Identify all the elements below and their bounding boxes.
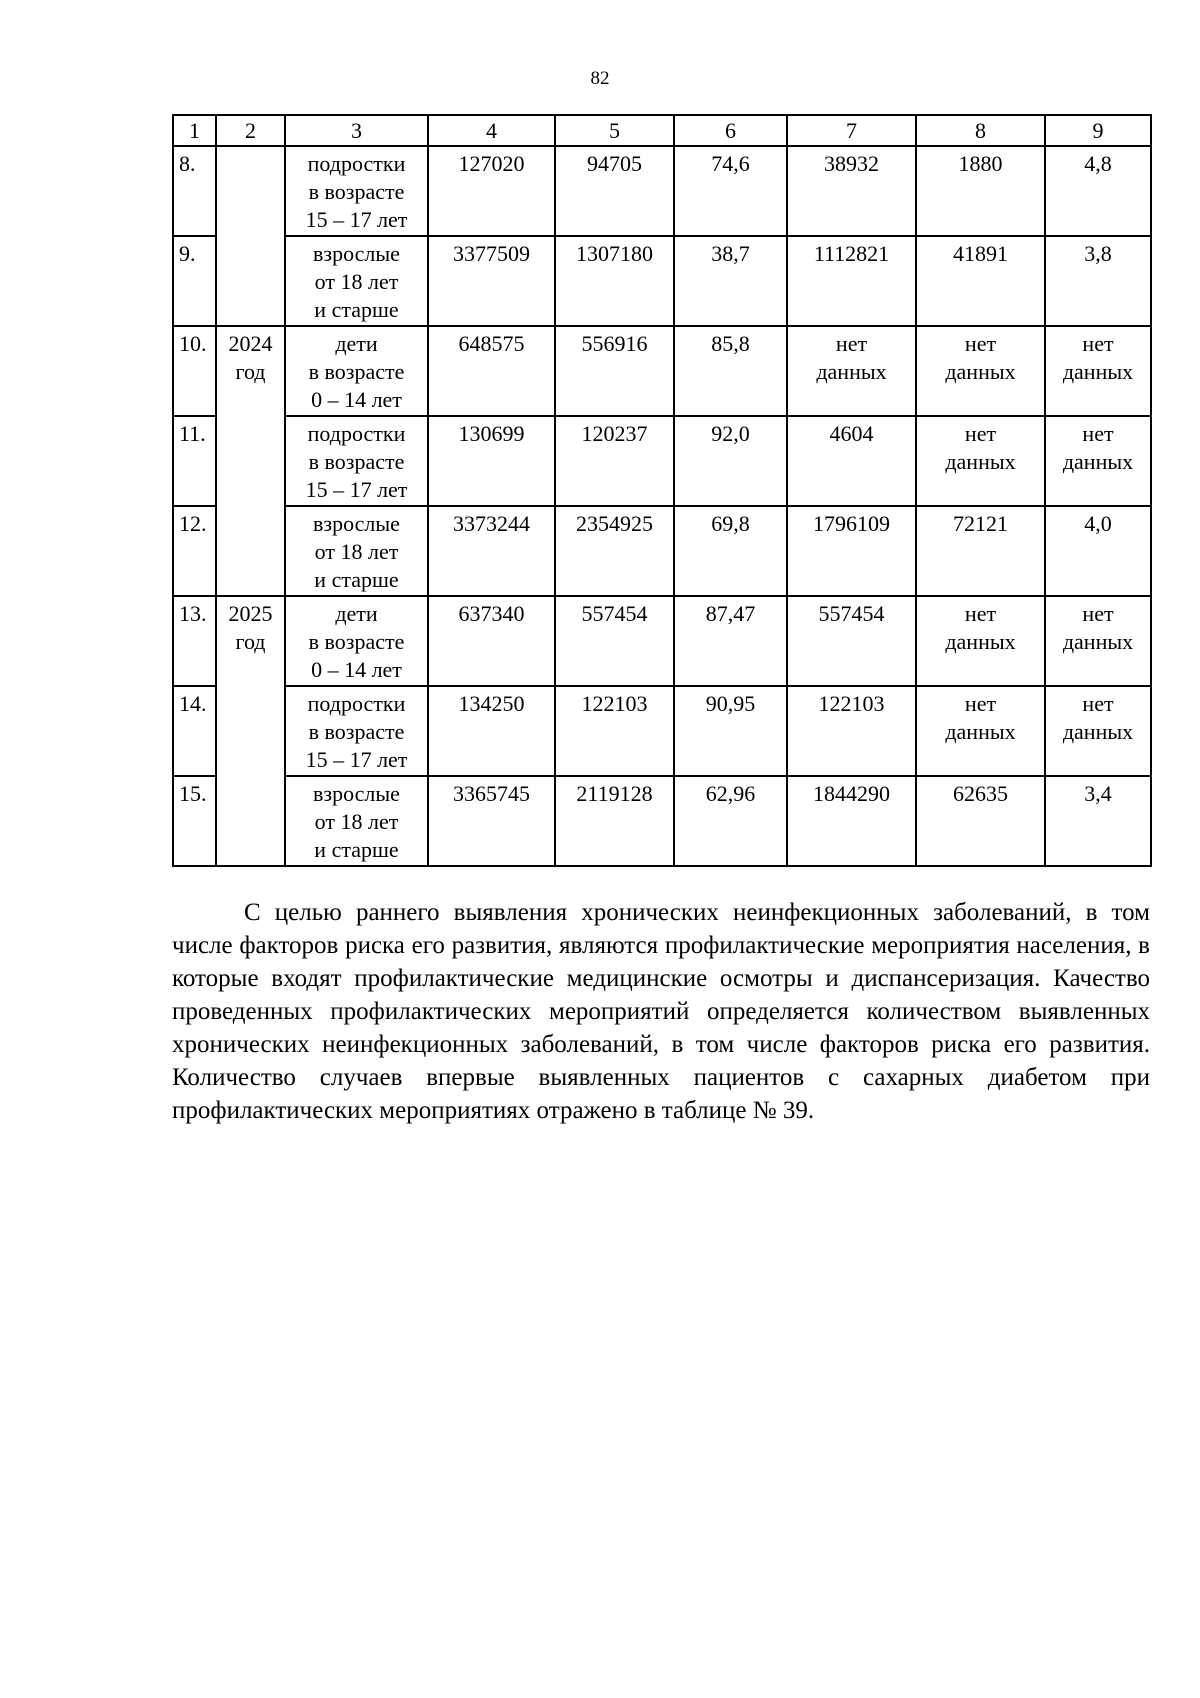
value-cell-line: 4604 <box>829 421 874 446</box>
age-group-cell-line: от 18 лет <box>314 539 399 564</box>
age-group-cell-line: взрослые <box>313 511 400 536</box>
value-cell-line: 1844290 <box>813 781 890 806</box>
value-cell: 134250 <box>428 686 555 776</box>
column-header: 2 <box>216 115 285 146</box>
value-cell: 38,7 <box>674 236 787 326</box>
value-cell-line: нет <box>1082 601 1114 626</box>
value-cell: 637340 <box>428 596 555 686</box>
row-number: 11. <box>173 416 216 506</box>
page-number: 82 <box>590 68 610 89</box>
value-cell <box>787 686 916 776</box>
age-group-cell-line: 15 – 17 лет <box>305 477 408 502</box>
year-cell <box>216 146 285 326</box>
value-cell <box>916 686 1045 776</box>
value-cell-line: данных <box>945 359 1016 384</box>
value-cell: 62,96 <box>674 776 787 866</box>
value-cell: 90,95 <box>674 686 787 776</box>
value-cell <box>1045 236 1151 326</box>
value-cell: 74,6 <box>674 146 787 236</box>
table-row <box>173 686 1151 776</box>
value-cell <box>916 506 1045 596</box>
value-cell-line: нет <box>1082 691 1114 716</box>
value-cell <box>787 596 916 686</box>
value-cell-line: 1796109 <box>813 511 890 536</box>
year-cell: 2025 год <box>216 596 285 866</box>
table-row <box>173 326 1151 416</box>
value-cell: 85,8 <box>674 326 787 416</box>
value-cell <box>916 596 1045 686</box>
value-cell-line: 41891 <box>953 241 1008 266</box>
age-group-cell <box>285 596 428 686</box>
value-cell-line: нет <box>964 331 997 356</box>
age-group-cell-line: и старше <box>314 567 399 592</box>
value-cell: 2119128 <box>555 776 674 866</box>
column-header: 6 <box>674 115 787 146</box>
value-cell: 3373244 <box>428 506 555 596</box>
value-cell-line: данных <box>1062 719 1134 744</box>
age-group-cell-line: в возрасте <box>308 719 405 744</box>
age-group-cell-line: в возрасте <box>308 629 405 654</box>
value-cell-line: данных <box>1062 359 1134 384</box>
value-cell-line: 3,8 <box>1084 241 1112 266</box>
value-cell <box>916 416 1045 506</box>
column-header: 9 <box>1045 115 1151 146</box>
value-cell: 69,8 <box>674 506 787 596</box>
table-row <box>173 596 1151 686</box>
age-group-cell <box>285 686 428 776</box>
row-number: 9. <box>173 236 216 326</box>
age-group-cell-line: от 18 лет <box>314 269 399 294</box>
value-cell <box>787 416 916 506</box>
age-group-cell-line: подростки <box>307 151 406 176</box>
value-cell-line: 3,4 <box>1084 781 1112 806</box>
value-cell-line: данных <box>1062 629 1134 654</box>
table-row <box>173 776 1151 866</box>
value-cell: 556916 <box>555 326 674 416</box>
value-cell-line: 4,0 <box>1084 511 1112 536</box>
value-cell <box>916 776 1045 866</box>
value-cell <box>916 146 1045 236</box>
value-cell-line: нет <box>964 691 997 716</box>
value-cell: 557454 <box>555 596 674 686</box>
value-cell-line: данных <box>1062 449 1134 474</box>
body-paragraph: С целью раннего выявления хронических неинфекционных заболеваний, в том числе факторов риска его развития, являются профилактические мероприятия населения, в которые входят профилактические медицинские осмотры и диспансеризация. Качество проведенных профилактических мероприятий определяется количеством выявленных хронических неинфекционных заболеваний, в том числе факторов риска его развития. Количество случаев впервые выявленных пациентов с сахарных диабетом при профилактических мероприятиях отражено в таблице № 39. <box>172 899 1150 1124</box>
row-number: 8. <box>173 146 216 236</box>
column-header: 3 <box>285 115 428 146</box>
age-group-cell-line: подростки <box>307 421 406 446</box>
value-cell <box>1045 506 1151 596</box>
value-cell: 87,47 <box>674 596 787 686</box>
value-cell <box>916 236 1045 326</box>
value-cell: 120237 <box>555 416 674 506</box>
value-cell-line: нет <box>964 601 997 626</box>
value-cell: 94705 <box>555 146 674 236</box>
column-header: 5 <box>555 115 674 146</box>
age-group-cell-line: подростки <box>307 691 406 716</box>
row-number: 13. <box>173 596 216 686</box>
value-cell-line: нет <box>1082 331 1114 356</box>
value-cell-line: нет <box>835 331 868 356</box>
value-cell: 122103 <box>555 686 674 776</box>
age-group-cell-line: взрослые <box>313 781 400 806</box>
column-header: 4 <box>428 115 555 146</box>
age-group-cell-line: 15 – 17 лет <box>305 207 408 232</box>
value-cell <box>787 326 916 416</box>
table-row <box>173 506 1151 596</box>
age-group-cell-line: 0 – 14 лет <box>311 387 402 412</box>
value-cell <box>1045 416 1151 506</box>
value-cell-line: 122103 <box>818 691 885 716</box>
age-group-cell-line: и старше <box>314 297 399 322</box>
value-cell-line: 38932 <box>824 151 879 176</box>
table-row <box>173 146 1151 236</box>
value-cell-line: 72121 <box>953 511 1008 536</box>
row-number: 10. <box>173 326 216 416</box>
value-cell <box>916 326 1045 416</box>
age-group-cell-line: от 18 лет <box>314 809 399 834</box>
value-cell: 1307180 <box>555 236 674 326</box>
age-group-cell-line: в возрасте <box>308 179 405 204</box>
age-group-cell <box>285 236 428 326</box>
value-cell-line: 4,8 <box>1084 151 1112 176</box>
column-header: 7 <box>787 115 916 146</box>
value-cell: 130699 <box>428 416 555 506</box>
value-cell-line: 1112821 <box>813 241 890 266</box>
age-group-cell <box>285 326 428 416</box>
value-cell <box>1045 146 1151 236</box>
value-cell <box>787 236 916 326</box>
age-group-cell <box>285 776 428 866</box>
row-number: 15. <box>173 776 216 866</box>
value-cell-line: данных <box>816 359 887 384</box>
value-cell <box>787 776 916 866</box>
value-cell-line: 557454 <box>818 601 885 626</box>
age-group-cell-line: и старше <box>314 837 399 862</box>
age-group-cell <box>285 146 428 236</box>
value-cell-line: нет <box>964 421 997 446</box>
value-cell: 2354925 <box>555 506 674 596</box>
age-group-cell-line: взрослые <box>313 241 400 266</box>
age-group-cell <box>285 416 428 506</box>
value-cell <box>1045 326 1151 416</box>
age-group-cell-line: в возрасте <box>308 449 405 474</box>
age-group-cell-line: дети <box>335 331 378 356</box>
value-cell: 648575 <box>428 326 555 416</box>
value-cell-line: 1880 <box>958 151 1003 176</box>
age-group-cell-line: 0 – 14 лет <box>311 657 402 682</box>
column-header: 8 <box>916 115 1045 146</box>
value-cell: 92,0 <box>674 416 787 506</box>
row-number: 12. <box>173 506 216 596</box>
year-cell: 2024 год <box>216 326 285 596</box>
value-cell: 3377509 <box>428 236 555 326</box>
value-cell-line: данных <box>945 719 1016 744</box>
value-cell-line: нет <box>1082 421 1114 446</box>
age-group-cell-line: в возрасте <box>308 359 405 384</box>
table-header-row <box>173 115 1151 146</box>
row-number: 14. <box>173 686 216 776</box>
table-row <box>173 236 1151 326</box>
value-cell <box>1045 596 1151 686</box>
age-group-cell <box>285 506 428 596</box>
value-cell <box>787 146 916 236</box>
value-cell-line: 62635 <box>953 781 1008 806</box>
age-group-cell-line: 15 – 17 лет <box>305 747 408 772</box>
value-cell: 127020 <box>428 146 555 236</box>
value-cell <box>1045 686 1151 776</box>
value-cell <box>787 506 916 596</box>
column-header: 1 <box>173 115 216 146</box>
data-table <box>172 114 1152 867</box>
value-cell: 3365745 <box>428 776 555 866</box>
value-cell-line: данных <box>945 449 1016 474</box>
value-cell-line: данных <box>945 629 1016 654</box>
age-group-cell-line: дети <box>335 601 378 626</box>
value-cell <box>1045 776 1151 866</box>
table-row <box>173 416 1151 506</box>
